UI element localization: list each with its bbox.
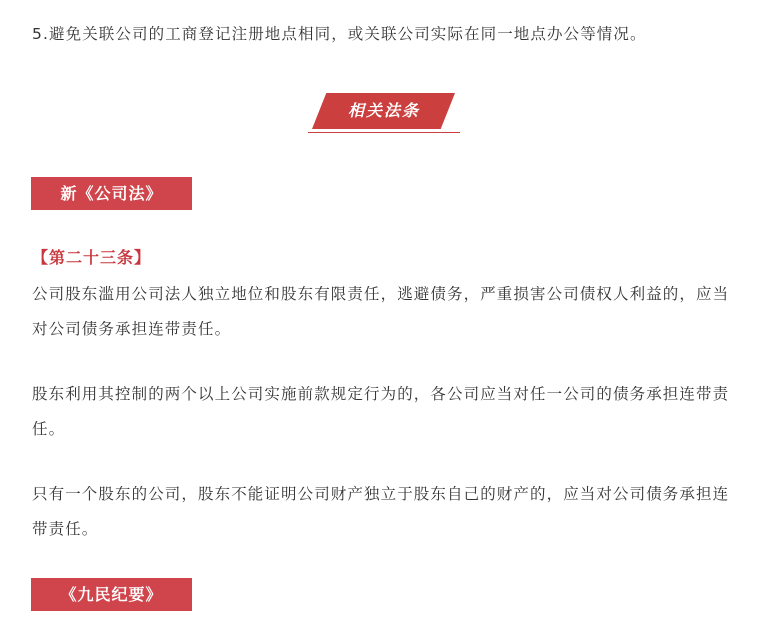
- intro-item: 5.避免关联公司的工商登记注册地点相同，或关联公司实际在同一地点办公等情况。: [32, 25, 647, 43]
- banner-underline: [308, 132, 460, 133]
- law-tag-nine-minutes: 《九民纪要》: [31, 578, 192, 611]
- article-paragraph-3: 只有一个股东的公司，股东不能证明公司财产独立于股东自己的财产的，应当对公司债务承担连带责任。: [32, 485, 730, 538]
- article-paragraph-1: 公司股东滥用公司法人独立地位和股东有限责任，逃避债务，严重损害公司债权人利益的，应当对公司债务承担连带责任。: [32, 285, 730, 338]
- section-banner-title: 相关法条: [347, 101, 420, 120]
- article-title: 【第二十三条】: [32, 248, 152, 267]
- article-paragraph-2: 股东利用其控制的两个以上公司实施前款规定行为的，各公司应当对任一公司的债务承担连带责任。: [32, 385, 730, 438]
- law-tag-company-law: 新《公司法》: [31, 177, 192, 210]
- section-banner: [308, 91, 460, 135]
